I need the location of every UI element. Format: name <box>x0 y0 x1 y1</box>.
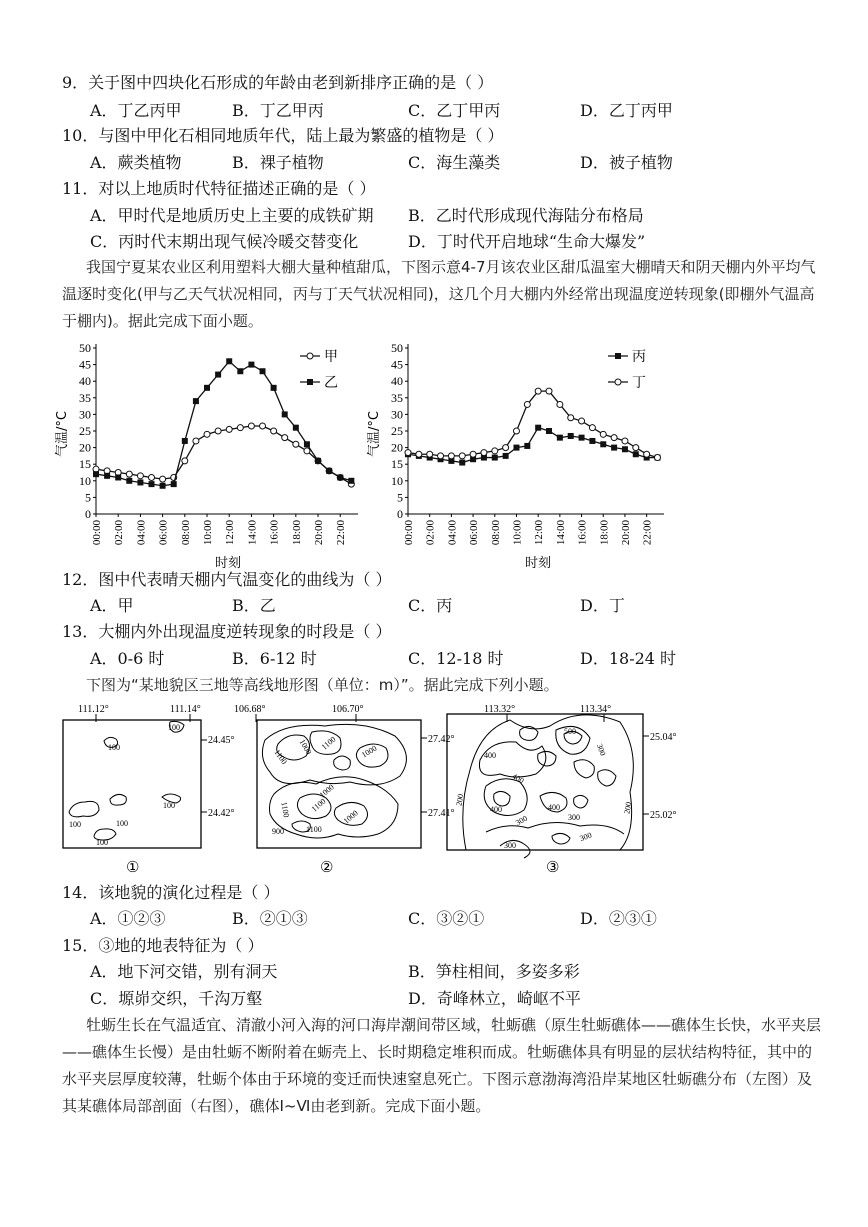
y-tick-label: 50 <box>79 341 91 355</box>
y-tick-label: 5 <box>85 490 91 505</box>
q11-option-c[interactable]: C．丙时代末期出现气候冷暖交替变化 <box>90 232 359 251</box>
data-point-丙 <box>600 441 606 447</box>
map3-contour-300-a: 300 <box>594 742 608 757</box>
data-point-丁 <box>503 445 509 451</box>
data-point-乙 <box>315 458 321 464</box>
passage-greenhouse-text: 我国宁夏某农业区利用塑料大棚大量种植甜瓜，下图示意4-7月该农业区甜瓜温室大棚晴天和阴天棚内外平均气温逐时变化(甲与乙天气状况相同，丙与丁天气状况相同)，这几个月大棚内外经常出现温度逆转现象(即棚外气温高于棚内)。据此完成下面小题。 <box>62 258 816 330</box>
x-tick-label: 22:00 <box>335 520 348 546</box>
data-point-丁 <box>405 450 411 456</box>
x-axis-label: 时刻 <box>214 556 242 570</box>
map1-label: ① <box>126 860 140 876</box>
map1-contour-100-e: 100 <box>163 801 175 810</box>
q15-option-b[interactable]: B．笋柱相间，多姿多彩 <box>408 962 580 981</box>
y-axis-label: 气温/°C <box>55 411 70 457</box>
legend-marker <box>307 353 313 359</box>
data-point-丁 <box>644 451 650 457</box>
data-point-丙 <box>557 435 563 441</box>
data-point-甲 <box>160 476 166 482</box>
x-tick-label: 08:00 <box>489 520 502 546</box>
q10-option-c[interactable]: C．海生藻类 <box>408 153 501 172</box>
map3-contour-300-d: 300 <box>568 813 580 822</box>
x-tick-label: 16:00 <box>268 520 281 546</box>
q12-option-b[interactable]: B．乙 <box>232 596 276 615</box>
x-tick-label: 02:00 <box>424 520 437 546</box>
data-point-丁 <box>513 428 519 434</box>
data-point-乙 <box>237 368 243 374</box>
data-point-乙 <box>137 479 143 485</box>
y-tick-label: 5 <box>397 490 403 505</box>
data-point-乙 <box>193 398 199 404</box>
q9-option-a[interactable]: A．丁乙丙甲 <box>90 101 182 120</box>
data-point-丁 <box>416 451 422 457</box>
data-point-乙 <box>248 362 254 368</box>
map3-contour-300-e: 300 <box>578 830 593 844</box>
map2-contour-1100-b: 1100 <box>319 734 338 752</box>
data-point-丙 <box>513 445 519 451</box>
data-point-乙 <box>93 471 99 477</box>
q10-option-a[interactable]: A．蕨类植物 <box>90 153 182 172</box>
passage-oyster-reef-text: 牡蛎生长在气温适宜、清澈小河入海的河口海岸潮间带区域，牡蛎礁（原生牡蛎礁体——礁体生长快，水平夹层——礁体生长慢）是由牡蛎不断附着在蛎壳上、长时期稳定堆积而成。牡蛎礁体具有明显的层状结构特征，其中的水平夹层厚度较薄，牡蛎个体由于环境的变迁而快速窒息死亡。下图示意渤海湾沿岸某地区牡蛎礁分布（左图）及其某礁体局部剖面（右图），礁体Ⅰ~Ⅵ由老到新。完成下面小题。 <box>62 1016 822 1115</box>
data-point-乙 <box>215 372 221 378</box>
map3-contour-400-c: 400 <box>490 805 502 814</box>
passage-greenhouse <box>62 254 822 335</box>
q15-option-c[interactable]: C．塬峁交织，千沟万壑 <box>90 989 263 1008</box>
y-tick-label: 30 <box>391 407 403 422</box>
y-tick-label: 35 <box>391 390 403 405</box>
contour-map-1 <box>63 704 235 876</box>
x-tick-label: 06:00 <box>157 520 170 546</box>
data-point-甲 <box>182 458 188 464</box>
series-line-丙 <box>408 428 657 463</box>
q9-option-d[interactable]: D．乙丁丙甲 <box>580 101 673 120</box>
data-point-乙 <box>326 468 332 474</box>
data-point-丙 <box>589 438 595 444</box>
data-point-甲 <box>204 431 210 437</box>
map3-lon-left: 113.32° <box>484 704 516 715</box>
chart-left-jia-yi <box>55 341 358 570</box>
data-point-丁 <box>459 453 465 459</box>
data-point-丙 <box>524 443 530 449</box>
data-point-丁 <box>622 438 628 444</box>
data-point-丁 <box>600 431 606 437</box>
map1-lat-top: 24.45° <box>208 735 235 746</box>
x-tick-label: 10:00 <box>511 520 524 546</box>
data-point-乙 <box>304 441 310 447</box>
y-tick-label: 15 <box>391 457 403 472</box>
data-point-丁 <box>568 415 574 421</box>
data-point-乙 <box>115 474 121 480</box>
data-point-乙 <box>282 411 288 417</box>
x-tick-label: 02:00 <box>113 520 126 546</box>
x-axis-label: 时刻 <box>524 556 552 570</box>
x-tick-label: 12:00 <box>533 520 546 546</box>
data-point-丁 <box>438 453 444 459</box>
q10-option-b[interactable]: B．裸子植物 <box>232 153 324 172</box>
series-line-乙 <box>96 361 351 486</box>
y-tick-label: 0 <box>397 507 403 521</box>
data-point-丙 <box>622 446 628 452</box>
map3-lon-right: 113.34° <box>580 704 612 715</box>
map3-contour-300-b: 300 <box>514 813 529 828</box>
map3-contour-300-c: 300 <box>504 841 516 850</box>
temperature-charts <box>0 334 868 570</box>
y-tick-label: 35 <box>79 390 91 405</box>
q10-option-d[interactable]: D．被子植物 <box>580 153 673 172</box>
y-tick-label: 25 <box>79 424 91 438</box>
data-point-乙 <box>160 483 166 489</box>
map1-lat-bottom: 24.42° <box>208 808 235 819</box>
map2-contour-1000-c: 1000 <box>317 782 336 800</box>
data-point-丁 <box>633 445 639 451</box>
q13-option-c[interactable]: C．12-18 时 <box>408 649 504 668</box>
map3-contour-200-a: 200 <box>454 793 466 807</box>
data-point-丙 <box>492 455 498 461</box>
map2-label: ② <box>320 860 334 876</box>
x-tick-label: 22:00 <box>641 520 654 546</box>
legend-label: 丙 <box>632 349 646 365</box>
y-tick-label: 10 <box>391 473 403 488</box>
data-point-丁 <box>481 450 487 456</box>
data-point-乙 <box>337 474 343 480</box>
x-tick-label: 10:00 <box>202 520 215 546</box>
q12-option-d[interactable]: D．丁 <box>580 596 625 615</box>
q13-option-a[interactable]: A．0-6 时 <box>90 649 165 668</box>
question-14-stem: 14．该地貌的演化过程是（ ） <box>62 883 280 902</box>
map1-contour-100-c: 100 <box>69 820 81 829</box>
x-tick-label: 14:00 <box>246 520 259 546</box>
map2-lat-top: 27.42° <box>428 734 455 745</box>
y-tick-label: 10 <box>79 473 91 488</box>
map1-contour-100-b: 100 <box>168 723 180 732</box>
y-tick-label: 40 <box>79 374 91 389</box>
legend-label: 甲 <box>324 349 338 365</box>
legend-label: 丁 <box>632 375 646 391</box>
map1-contour-100-d: 100 <box>116 819 128 828</box>
q15-option-d[interactable]: D．奇峰林立，崎岖不平 <box>408 989 581 1008</box>
question-11-stem: 11．对以上地质时代特征描述正确的是（ ） <box>62 179 376 198</box>
q13-option-b[interactable]: B．6-12 时 <box>232 649 317 668</box>
x-tick-label: 06:00 <box>468 520 481 546</box>
x-tick-label: 20:00 <box>313 520 326 546</box>
map2-lat-bottom: 27.41° <box>428 808 455 819</box>
question-9-stem: 9．关于图中四块化石形成的年龄由老到新排序正确的是（ ） <box>62 73 494 92</box>
legend-label: 乙 <box>324 375 338 391</box>
q14-option-d[interactable]: D．②③① <box>580 909 657 928</box>
map3-contour-200-b: 200 <box>622 801 634 815</box>
legend-marker <box>615 353 621 359</box>
y-tick-label: 20 <box>391 440 403 455</box>
y-tick-label: 0 <box>85 507 91 521</box>
map2-lon-right: 106.70° <box>332 704 364 715</box>
x-tick-label: 04:00 <box>446 520 459 546</box>
map3-contour-400-d: 400 <box>548 803 560 812</box>
x-tick-label: 14:00 <box>554 520 567 546</box>
data-point-丁 <box>524 401 530 407</box>
data-point-乙 <box>293 425 299 431</box>
contour-maps <box>0 700 868 880</box>
data-point-丙 <box>633 451 639 457</box>
y-tick-label: 40 <box>391 374 403 389</box>
map1-lon-left: 111.12° <box>78 704 109 715</box>
q15-option-a[interactable]: A．地下河交错，别有洞天 <box>90 962 278 981</box>
y-tick-label: 50 <box>391 341 403 355</box>
data-point-丙 <box>535 425 541 431</box>
data-point-乙 <box>260 368 266 374</box>
map2-lon-left: 106.68° <box>234 704 266 715</box>
x-tick-label: 20:00 <box>619 520 632 546</box>
data-point-丁 <box>557 401 563 407</box>
map2-contour-1100-c: 1100 <box>309 796 328 814</box>
y-tick-label: 45 <box>391 357 403 372</box>
legend-marker <box>615 379 621 385</box>
map2-contour-900: 900 <box>272 827 284 836</box>
q14-option-a[interactable]: A．①②③ <box>90 909 166 928</box>
q11-option-a[interactable]: A．甲时代是地质历史上主要的成铁矿期 <box>90 206 374 225</box>
data-point-丁 <box>470 451 476 457</box>
map2-contour-1000-b: 1000 <box>360 743 379 760</box>
passage-contour-intro <box>62 672 822 699</box>
question-15-stem: 15．③地的地表特征为（ ） <box>62 936 264 955</box>
data-point-甲 <box>304 448 310 454</box>
data-point-甲 <box>193 438 199 444</box>
map3-lat-top: 25.04° <box>650 732 677 743</box>
data-point-丁 <box>654 455 660 461</box>
data-point-乙 <box>182 438 188 444</box>
data-point-乙 <box>348 478 354 484</box>
data-point-甲 <box>149 474 155 480</box>
data-point-甲 <box>293 441 299 447</box>
map2-contour-1000-a: 1000 <box>297 737 314 757</box>
series-line-甲 <box>96 426 351 484</box>
data-point-丁 <box>546 388 552 394</box>
y-axis-label: 气温/°C <box>367 411 382 457</box>
chart-right-bing-ding <box>367 341 664 570</box>
map3-contour-400-b: 400 <box>510 771 526 786</box>
map1-contour-100-a: 100 <box>108 743 120 752</box>
data-point-丙 <box>611 445 617 451</box>
data-point-丙 <box>579 435 585 441</box>
q11-option-d[interactable]: D．丁时代开启地球“生命大爆发” <box>408 232 646 251</box>
x-tick-label: 04:00 <box>135 520 148 546</box>
data-point-丁 <box>589 425 595 431</box>
data-point-甲 <box>237 425 243 431</box>
x-tick-label: 16:00 <box>576 520 589 546</box>
data-point-甲 <box>282 435 288 441</box>
map3-label: ③ <box>546 860 560 876</box>
x-tick-label: 00:00 <box>403 520 415 546</box>
map1-lon-right: 111.14° <box>170 704 201 715</box>
data-point-乙 <box>171 481 177 487</box>
data-point-乙 <box>226 358 232 364</box>
q12-option-c[interactable]: C．丙 <box>408 596 453 615</box>
x-tick-label: 18:00 <box>290 520 303 546</box>
map3-contour-500: 500 <box>564 727 576 736</box>
y-tick-label: 25 <box>391 424 403 438</box>
data-point-乙 <box>204 385 210 391</box>
q9-option-b[interactable]: B．丁乙甲丙 <box>232 101 324 120</box>
question-10-stem: 10．与图中甲化石相同地质年代，陆上最为繁盛的植物是（ ） <box>62 126 504 145</box>
data-point-甲 <box>137 473 143 479</box>
q14-option-b[interactable]: B．②①③ <box>232 909 308 928</box>
x-tick-label: 12:00 <box>224 520 237 546</box>
data-point-乙 <box>271 385 277 391</box>
series-line-丁 <box>408 391 657 457</box>
question-12-stem: 12．图中代表晴天棚内气温变化的曲线为（ ） <box>62 570 392 589</box>
data-point-丁 <box>535 388 541 394</box>
x-tick-label: 00:00 <box>91 520 103 546</box>
data-point-甲 <box>271 428 277 434</box>
data-point-甲 <box>260 423 266 429</box>
passage-oyster-reef <box>62 1012 822 1120</box>
data-point-甲 <box>215 428 221 434</box>
data-point-丙 <box>568 433 574 439</box>
data-point-丁 <box>579 418 585 424</box>
q12-option-a[interactable]: A．甲 <box>90 596 134 615</box>
map2-contour-1100-e: 1100 <box>306 825 322 834</box>
data-point-丙 <box>546 428 552 434</box>
q13-option-d[interactable]: D．18-24 时 <box>580 649 677 668</box>
contour-map-3 <box>447 704 677 876</box>
y-tick-label: 20 <box>79 440 91 455</box>
data-point-丙 <box>503 453 509 459</box>
map1-contour-100-f: 100 <box>96 838 108 847</box>
y-tick-label: 15 <box>79 457 91 472</box>
map2-contour-1000-d: 1000 <box>341 808 360 826</box>
map2-contour-1100-d: 1100 <box>279 801 291 819</box>
data-point-甲 <box>126 471 132 477</box>
data-point-乙 <box>126 478 132 484</box>
x-tick-label: 08:00 <box>179 520 192 546</box>
data-point-甲 <box>248 423 254 429</box>
q14-option-c[interactable]: C．③②① <box>408 909 485 928</box>
data-point-乙 <box>149 481 155 487</box>
data-point-丁 <box>611 435 617 441</box>
y-tick-label: 30 <box>79 407 91 422</box>
data-point-丁 <box>448 453 454 459</box>
question-13-stem: 13．大棚内外出现温度逆转现象的时段是（ ） <box>62 622 392 641</box>
q11-option-b[interactable]: B．乙时代形成现代海陆分布格局 <box>408 206 644 225</box>
contour-map-2 <box>234 704 455 876</box>
q9-option-c[interactable]: C．乙丁甲丙 <box>408 101 501 120</box>
map2-contour-1100-a: 1100 <box>272 747 289 766</box>
map3-contour-400-a: 400 <box>484 751 496 760</box>
x-tick-label: 18:00 <box>598 520 611 546</box>
data-point-乙 <box>104 473 110 479</box>
passage-contour-intro-text: 下图为“某地貌区三地等高线地形图（单位：m）”。据此完成下列小题。 <box>86 676 559 694</box>
legend-marker <box>307 379 313 385</box>
y-tick-label: 45 <box>79 357 91 372</box>
map3-lat-bottom: 25.02° <box>650 810 677 821</box>
data-point-甲 <box>226 426 232 432</box>
data-point-丙 <box>459 460 465 466</box>
data-point-丁 <box>427 451 433 457</box>
data-point-丁 <box>492 448 498 454</box>
